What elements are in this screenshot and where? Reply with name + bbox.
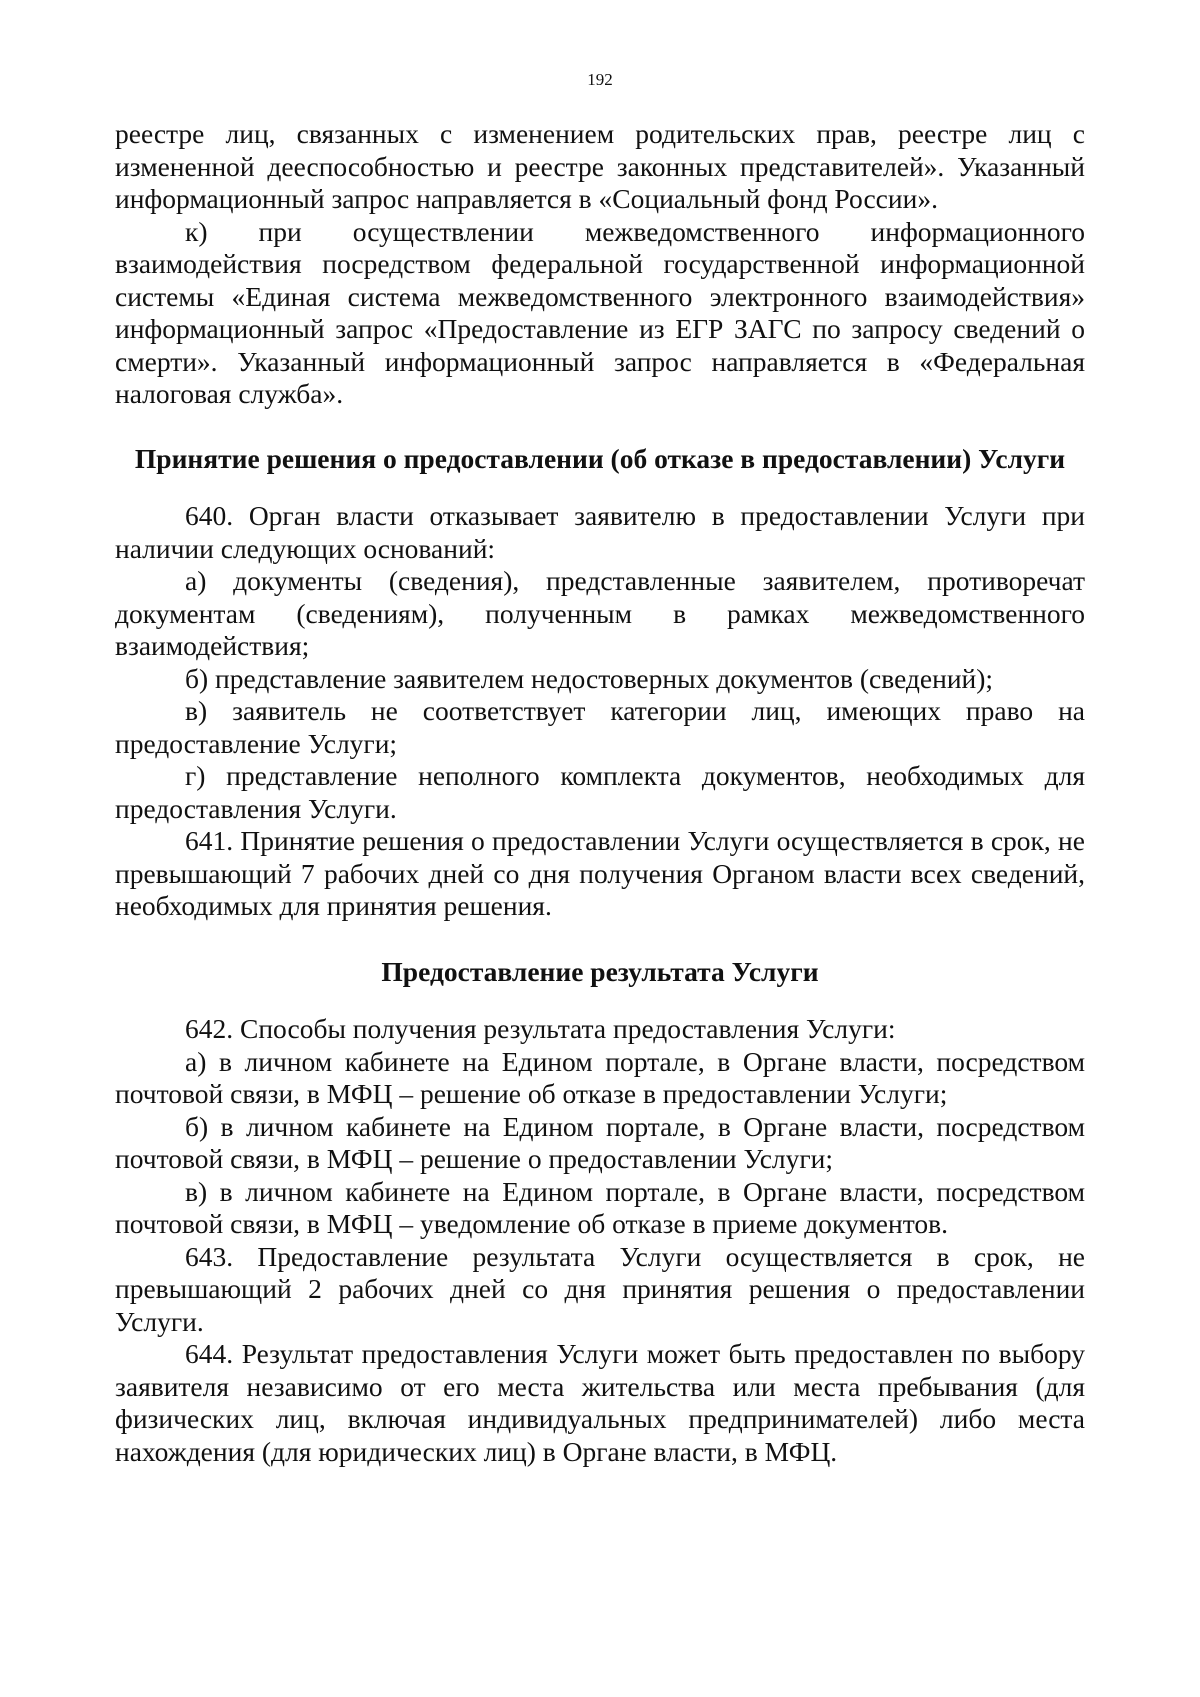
paragraph-640-a: а) документы (сведения), представленные заявителем, противоречат документам (сведениям), полученным в рамках межведомственного взаимодействия; (115, 565, 1085, 661)
paragraph-642-b: б) в личном кабинете на Едином портале, в Органе власти, посредством почтовой связи, в МФЦ – решение о предоставлении Услуги; (115, 1110, 1085, 1174)
paragraph-640: 640. Орган власти отказывает заявителю в предоставлении Услуги при наличии следующих оснований: (115, 500, 1085, 564)
section-heading-decision: Принятие решения о предоставлении (об отказе в предоставлении) Услуги (134, 442, 1066, 474)
paragraph-continuation: реестре лиц, связанных с изменением родительских прав, реестре лиц с измененной дееспособностью и реестре законных представителей». Указанный информационный запрос направляется в «Социальный фонд России». (115, 118, 1085, 214)
paragraph-641: 641. Принятие решения о предоставлении Услуги осуществляется в срок, не превышающий 7 рабочих дней со дня получения Органом власти всех сведений, необходимых для принятия решения. (115, 825, 1085, 921)
paragraph-643: 643. Предоставление результата Услуги осуществляется в срок, не превышающий 2 рабочих дней со дня принятия решения о предоставлении Услуги. (115, 1240, 1085, 1337)
section-heading-result: Предоставление результата Услуги (381, 955, 819, 987)
paragraph-640-g: г) представление неполного комплекта документов, необходимых для предоставления Услуги. (115, 760, 1085, 824)
paragraph-642-v: в) в личном кабинете на Едином портале, в Органе власти, посредством почтовой связи, в МФЦ – уведомление об отказе в приеме документов. (115, 1175, 1085, 1239)
document-body (115, 118, 1085, 1468)
paragraph-644: 644. Результат предоставления Услуги может быть предоставлен по выбору заявителя независимо от его места жительства или места пребывания (для физических лиц, включая индивидуальных предпринимателей) либо места нахождения (для юридических лиц) в Органе власти, в МФЦ. (115, 1338, 1085, 1467)
paragraph-642: 642. Способы получения результата предоставления Услуги: (185, 1013, 896, 1044)
page-number: 192 (587, 70, 613, 89)
paragraph-640-b: б) представление заявителем недостоверных документов (сведений); (185, 662, 994, 694)
paragraph-item-k: к) при осуществлении межведомственного информационного взаимодействия посредством федеральной государственной информационной системы «Единая система межведомственного электронного взаимодействия» информационный запрос «Предоставление из ЕГР ЗАГС по запросу сведений о смерти». Указанный информационный запрос направляется в «Федеральная налоговая служба». (115, 215, 1085, 409)
paragraph-640-v: в) заявитель не соответствует категории лиц, имеющих право на предоставление Услуги; (115, 695, 1085, 759)
paragraph-642-a: а) в личном кабинете на Едином портале, в Органе власти, посредством почтовой связи, в МФЦ – решение об отказе в предоставлении Услуги; (115, 1045, 1085, 1109)
